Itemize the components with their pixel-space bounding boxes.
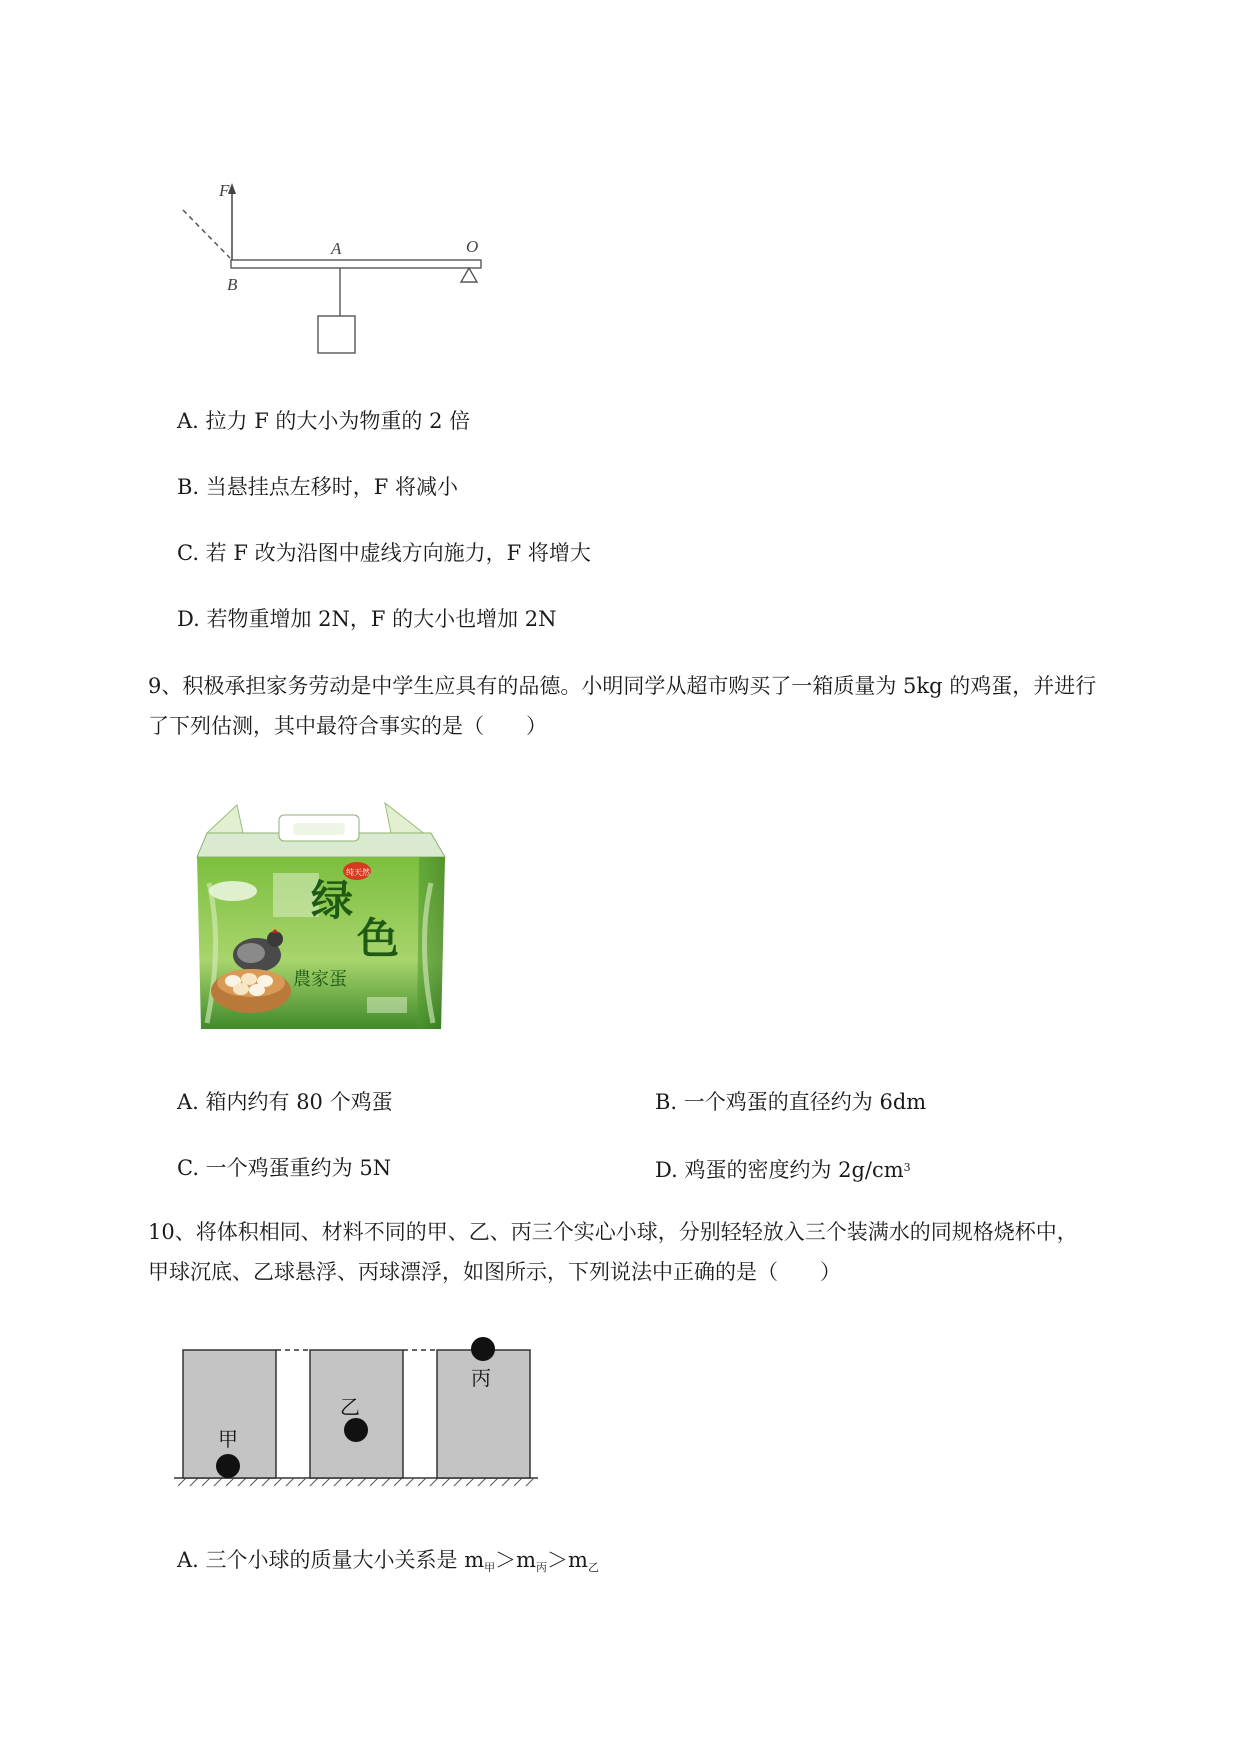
q8-option-c: C. 若 F 改为沿图中虚线方向施力，F 将增大 — [177, 541, 591, 565]
q8-option-a: A. 拉力 F 的大小为物重的 2 倍 — [177, 409, 471, 433]
q10-sub-1: 甲 — [484, 1561, 496, 1574]
box-subtitle: 農家蛋 — [293, 969, 347, 990]
label-a: A — [331, 239, 342, 258]
q10-stem-line1: 10、将体积相同、材料不同的甲、乙、丙三个实心小球，分别轻轻放入三个装满水的同规格烧杯中， — [148, 1220, 1078, 1244]
q10-m-3: m — [568, 1548, 588, 1572]
weight-block — [318, 316, 355, 353]
ball-2 — [344, 1418, 368, 1442]
q9-option-d-sup: 3 — [903, 1161, 911, 1174]
lever-bar — [231, 260, 481, 268]
q9-option-d-text: D. 鸡蛋的密度约为 2g/cm — [655, 1158, 904, 1182]
q9-option-a: A. 箱内约有 80 个鸡蛋 — [177, 1090, 393, 1114]
beakers-figure — [170, 1330, 550, 1495]
pivot-triangle — [461, 268, 477, 282]
q9-stem-line2: 了下列估测，其中最符合事实的是（ ） — [148, 714, 547, 738]
q10-sub-3: 乙 — [587, 1561, 599, 1574]
q9-option-b: B. 一个鸡蛋的直径约为 6dm — [655, 1090, 927, 1114]
q10-gt-1: ＞ — [495, 1548, 517, 1572]
box-title-1: 绿 — [311, 876, 354, 925]
label-b: B — [227, 275, 238, 294]
q10-stem — [148, 1212, 1148, 1292]
ball-3 — [471, 1337, 495, 1361]
box-tag: 纯天然 — [346, 868, 370, 877]
ball-1 — [216, 1454, 240, 1478]
label-f: F — [219, 181, 230, 200]
q9-option-c: C. 一个鸡蛋重约为 5N — [177, 1156, 392, 1180]
q10-m-2: m — [516, 1548, 537, 1572]
lever-figure — [175, 170, 479, 370]
box-title-2: 色 — [357, 914, 400, 963]
ball-3-label: 丙 — [471, 1366, 491, 1390]
q10-option-a-text: A. 三个小球的质量大小关系是 — [177, 1548, 465, 1572]
q9-option-d — [655, 1154, 911, 1184]
q10-gt-2: ＞ — [547, 1548, 569, 1572]
egg-box-image — [195, 793, 447, 1035]
q8-option-b: B. 当悬挂点左移时，F 将减小 — [177, 475, 459, 499]
ball-1-label: 甲 — [218, 1427, 238, 1451]
q9-stem — [148, 666, 1148, 746]
ball-2-label: 乙 — [340, 1395, 360, 1419]
q8-option-d: D. 若物重增加 2N，F 的大小也增加 2N — [177, 607, 557, 631]
q10-option-a — [177, 1546, 599, 1582]
ground-hatch — [178, 1478, 534, 1486]
q10-stem-line2: 甲球沉底、乙球悬浮、丙球漂浮，如图所示，下列说法中正确的是（ ） — [148, 1260, 841, 1284]
q9-stem-line1: 9、积极承担家务劳动是中学生应具有的品德。小明同学从超市购买了一箱质量为 5kg 的鸡蛋，并进行 — [148, 674, 1097, 698]
q10-sub-2: 丙 — [536, 1561, 548, 1574]
q10-m-1: m — [464, 1548, 485, 1572]
dashed-force-line — [183, 210, 230, 258]
label-o: O — [466, 237, 479, 256]
